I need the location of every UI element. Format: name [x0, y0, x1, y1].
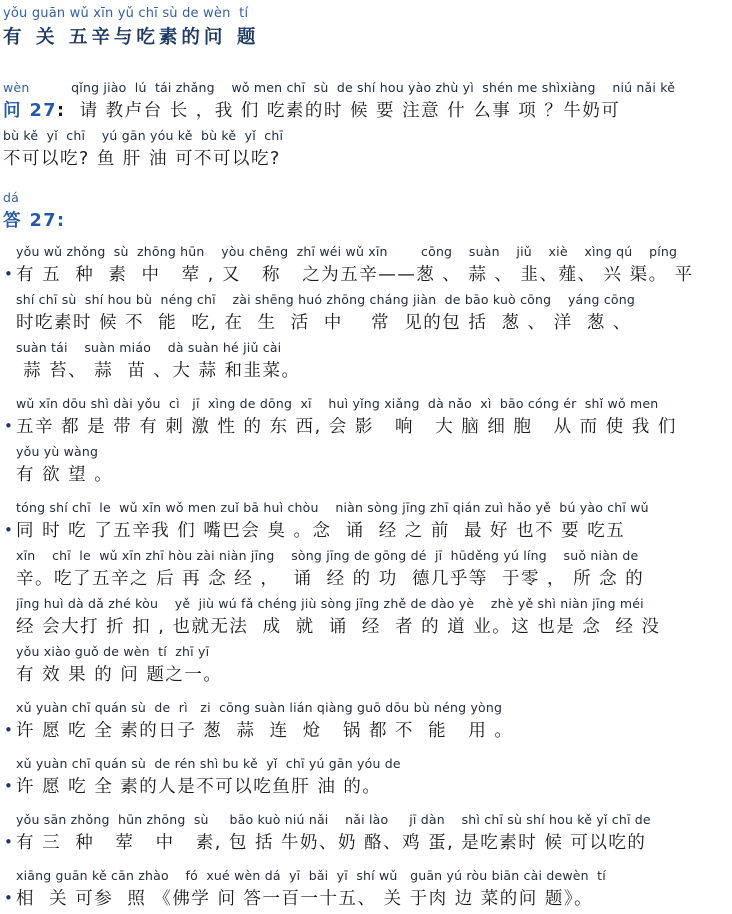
hanzi-line: 许 愿 吃 全 素的日子 葱 蒜 连 炝 锅 都 不 能 用 。 [16, 721, 514, 741]
pinyin-line: yǒu xiào guǒ de wèn tí zhī yī [16, 644, 210, 659]
bullet-7-line-1 [16, 866, 730, 914]
pinyin-line: suàn tái suàn miáo dà suàn hé jiǔ cài [16, 340, 282, 355]
pinyin-line: yǒu wǔ zhǒng sù zhōng hūn yòu chēng zhī wéi wǔ xīn cōng suàn jiǔ xiè xìng qú píng [16, 244, 678, 259]
question-pinyin-line-1 [3, 78, 730, 97]
answer-bullet-list [3, 242, 730, 914]
bullet-item-2 [3, 394, 730, 490]
title-pinyin: yǒu guān wǔ xīn yǔ chī sù de wèn tí [3, 6, 249, 21]
answer-section [3, 188, 730, 914]
bullet-marker-icon: • [4, 833, 13, 851]
document-header [3, 4, 730, 53]
pinyin-line: xǔ yuàn chī quán sù de rì zi cōng suàn lián qiàng guō dōu bù néng yòng [16, 700, 503, 715]
question-text: 请 教卢台 长 ，我 们 吃素的时 候 要 注意 什 么事 项 ？牛奶可 [65, 101, 621, 121]
hanzi-line: 有 效 果 的 问 题之一。 [16, 665, 223, 685]
hanzi-line: 有 五 种 素 中 荤 , 又 称 之为五辛——葱 、 蒜 、 韭、薤、 兴 渠。 平 [16, 265, 694, 285]
pinyin-line: xiāng guān kě cān zhào fó xué wèn dá yī bǎi yī shí wǔ guān yú ròu biān cài dewèn tí [16, 868, 606, 883]
bullet-1-line-1 [16, 242, 730, 290]
bullet-marker-icon: • [4, 265, 13, 283]
question-text-line-1 [3, 97, 730, 126]
bullet-6-line-1 [16, 810, 730, 858]
question-paragraph [3, 78, 730, 174]
page-title: 有 关 五辛与吃素的问 题 [3, 27, 260, 48]
bullet-marker-icon: • [4, 521, 13, 539]
pinyin-line: yǒu sān zhǒng hūn zhōng sù bāo kuò niú nǎi nǎi lào jī dàn shì chī sù shí hou kě yǐ chī de [16, 812, 651, 827]
pinyin-line: tóng shí chī le wǔ xīn wǒ men zuǐ bā huì chòu niàn sòng jīng zhī qián zuì hǎo yě bú yào chī wǔ [16, 500, 649, 515]
answer-label: 答 27: [3, 211, 66, 231]
pinyin-line: xǔ yuàn chī quán sù de rén shì bu kě yǐ chī yú gān yóu de [16, 756, 401, 771]
pinyin-line: yǒu yù wàng [16, 444, 99, 459]
question-line-1 [3, 78, 730, 126]
answer-pinyin-label: dá [3, 190, 19, 205]
pinyin-line: xīn chī le wǔ xīn zhī hòu zài niàn jīng sòng jīng de gōng dé jī hūděng yú líng suǒ niàn de [16, 548, 639, 563]
bullet-2-line-2 [16, 442, 730, 490]
answer-heading [3, 188, 730, 236]
hanzi-line: 许 愿 吃 全 素的人是不可以吃鱼肝 油 的。 [16, 777, 382, 797]
bullet-3-line-4 [16, 642, 730, 690]
hanzi-line: 时吃素时 候 不 能 吃, 在 生 活 中 常 见的包 括 葱 、 洋 葱 、 [16, 313, 632, 333]
question-label-colon: : [56, 101, 66, 121]
bullet-4-line-1 [16, 698, 730, 746]
bullet-item-5 [3, 754, 730, 802]
pinyin-line: jīng huì dà dǎ zhé kòu yě jiù wú fǎ chéng jiù sòng jīng zhě de dào yè zhè yě shì niàn jīng méi [16, 596, 644, 611]
bullet-marker-icon: • [4, 721, 13, 739]
hanzi-line: 辛。吃了五辛之 后 再 念 经 ， 诵 经 的 功 德几乎等 于零 ， 所 念 的 [16, 569, 645, 589]
question-label: 问 27 [3, 101, 57, 121]
bullet-1-line-2 [16, 290, 730, 338]
question-pinyin-label: wèn [3, 80, 30, 95]
bullet-1-line-3 [16, 338, 730, 386]
hanzi-line: 蒜 苔、 蒜 苗 、大 蒜 和韭菜。 [16, 361, 301, 381]
bullet-item-6 [3, 810, 730, 858]
bullet-item-3 [3, 498, 730, 690]
hanzi-line: 有 三 种 荤 中 素, 包 括 牛奶、奶 酪、鸡 蛋, 是吃素时 候 可以吃的 [16, 833, 647, 853]
bullet-3-line-3 [16, 594, 730, 642]
bullet-marker-icon: • [4, 777, 13, 795]
bullet-item-4 [3, 698, 730, 746]
question-line-2 [3, 126, 730, 174]
hanzi-line: 同 时 吃 了五辛我 们 嘴巴会 臭 。念 诵 经 之 前 最 好 也不 要 吃五 [16, 521, 626, 541]
bullet-marker-icon: • [4, 417, 13, 435]
question-text-line-2: 不可以吃? 鱼 肝 油 可不可以吃? [3, 149, 281, 169]
pinyin-line: shí chī sù shí hou bù néng chī zài shēng huó zhōng cháng jiàn de bāo kuò cōng yáng cōng [16, 292, 636, 307]
bullet-5-line-1 [16, 754, 730, 802]
hanzi-line: 五辛 都 是 带 有 刺 激 性 的 东 西, 会 影 响 大 脑 细 胞 从 而 使 我 们 [16, 417, 677, 437]
question-pinyin-rest: qǐng jiào lú tái zhǎng wǒ men chī sù de shí hou yào zhù yì shén me shìxiàng niú nǎi kě [29, 80, 676, 95]
pinyin-line: wǔ xīn dōu shì dài yǒu cì jī xìng de dōng xī huì yǐng xiǎng dà nǎo xì bāo cóng ér shǐ wǒ men [16, 396, 659, 411]
hanzi-line: 有 欲 望 。 [16, 465, 114, 485]
bullet-3-line-2 [16, 546, 730, 594]
bullet-2-line-1 [16, 394, 730, 442]
hanzi-line: 经 会大打 折 扣 , 也就无法 成 就 诵 经 者 的 道 业。这 也是 念 经 没 [16, 617, 661, 637]
question-pinyin-line-2: bù kě yǐ chī yú gān yóu kě bù kě yǐ chī [3, 128, 284, 143]
bullet-item-7 [3, 866, 730, 914]
hanzi-line: 相 关 可参 照 《佛学 问 答一百一十五、 关 于肉 边 菜的问 题》。 [16, 889, 594, 909]
bullet-item-1 [3, 242, 730, 386]
bullet-marker-icon: • [4, 889, 13, 907]
bullet-3-line-1 [16, 498, 730, 546]
